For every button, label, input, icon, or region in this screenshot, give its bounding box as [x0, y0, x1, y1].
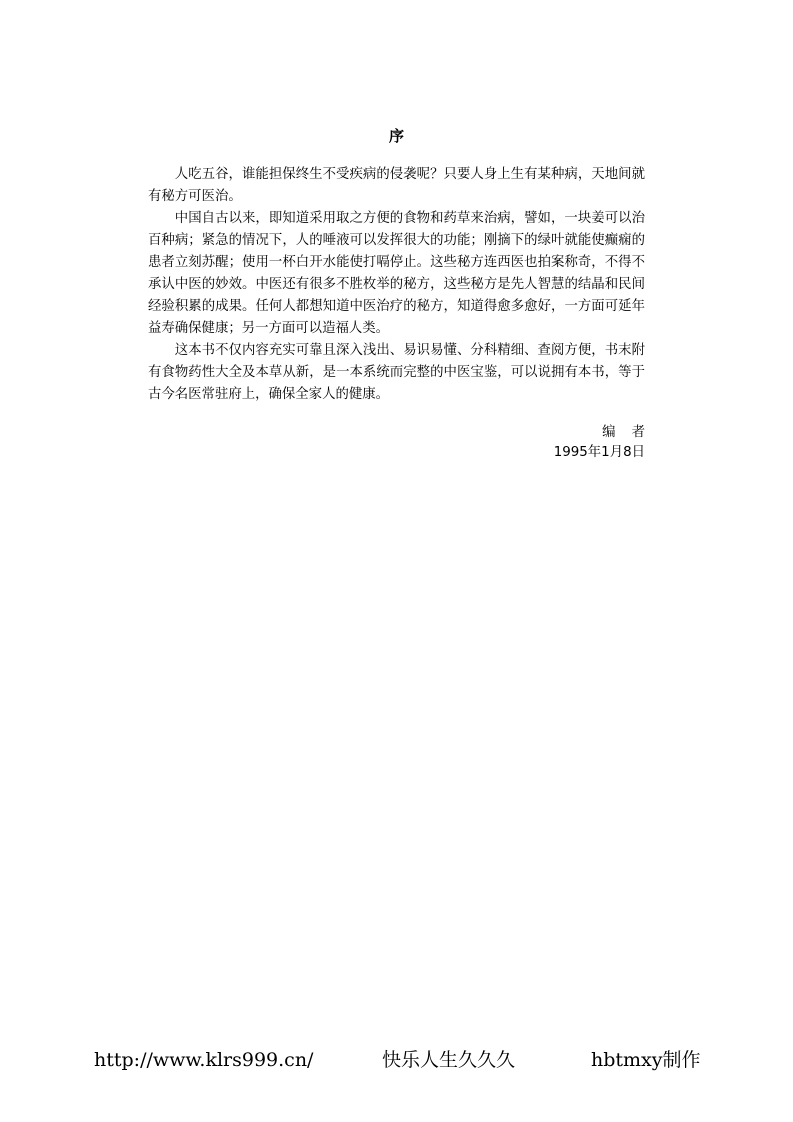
paragraph-1: 人吃五谷，谁能担保终生不受疾病的侵袭呢？只要人身上生有某种病，天地间就有秘方可医治。 [148, 167, 645, 204]
footer-credit: hbtmxy制作 [591, 1049, 701, 1071]
footer-site-name: 快乐人生久久久 [382, 1049, 516, 1071]
date-label: 1995年1月8日 [553, 445, 645, 460]
paragraph-2: 中国自古以来，即知道采用取之方便的食物和药草来治病，譬如，一块姜可以治百种病；紧急的情况下，人的唾液可以发挥很大的功能；刚摘下的绿叶就能使癫痫的患者立刻苏醒；使用一杯白开水能使打嗝停止。这些秘方连西医也拍案称奇，不得不承认中医的妙效。中医还有很多不胜枚举的秘方，这些秘方是先人智慧的结晶和民间经验积累的成果。任何人都想知道中医治疗的秘方，知道得愈多愈好，一方面可延年益寿确保健康；另一方面可以造福人类。 [148, 211, 645, 336]
page-title: 序 [388, 127, 404, 145]
preface-body [148, 164, 645, 406]
signature-block [553, 423, 662, 463]
author-label: 编者 [602, 425, 662, 440]
paragraph-3: 这本书不仅内容充实可靠且深入浅出、易识易懂、分科精细、查阅方便，书末附有食物药性大全及本草从新，是一本系统而完整的中医宝鉴，可以说拥有本书，等于古今名医常驻府上，确保全家人的健康。 [148, 343, 645, 402]
footer-url: http://www.klrs999.cn/ [94, 1049, 314, 1071]
